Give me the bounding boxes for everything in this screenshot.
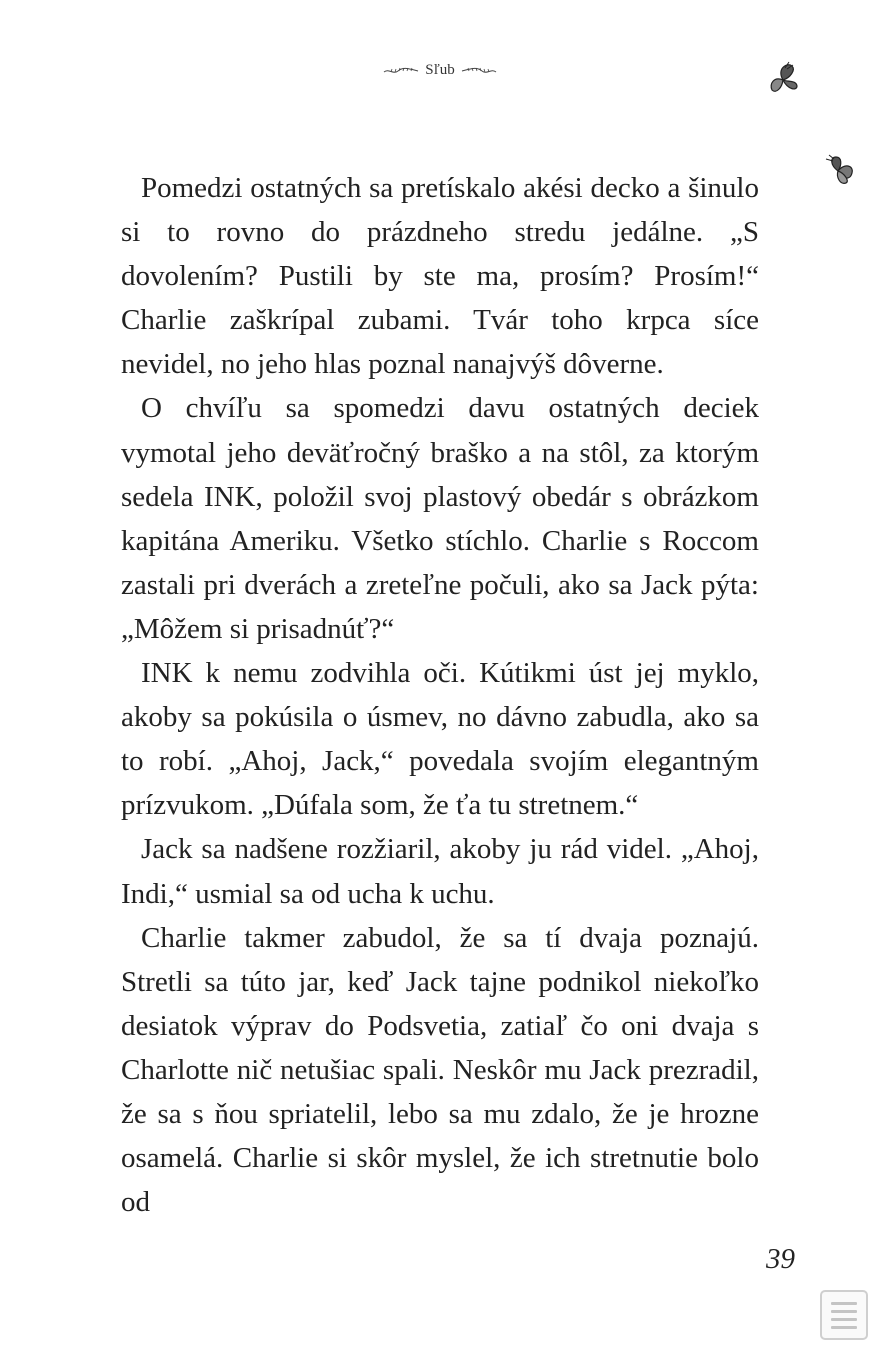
moth-icon: [766, 60, 800, 101]
menu-button[interactable]: [820, 1290, 868, 1340]
running-head: [0, 62, 880, 79]
menu-icon: [831, 1310, 857, 1313]
menu-icon: [831, 1302, 857, 1305]
menu-icon: [831, 1326, 857, 1329]
paragraph: Pomedzi ostatných sa pretískalo akési decko a šinulo si to rovno do prázdneho stredu jedálne. „S dovolením? Pustili by ste ma, prosím? Prosím!“ Charlie zaškrípal zubami. Tvár toho krpca síce nevidel, no jeho hlas poznal nanajvýš dôverne.: [121, 172, 759, 381]
running-title: Sľub: [425, 62, 455, 78]
page-number: 39: [766, 1243, 795, 1275]
flourish-right-icon: [461, 66, 497, 76]
flourish-left-icon: [383, 66, 419, 76]
paragraph: O chvíľu sa spomedzi davu ostatných deciek vymotal jeho deväťročný braško a na stôl, za ktorým sedela INK, položil svoj plastový obedár s obrázkom kapitána Ameriku. Všetko stíchlo. Charlie s Roccom zastali pri dverách a zreteľne počuli, ako sa Jack pýta: „Môžem si prisadnúť?“: [121, 392, 759, 645]
paragraph: Charlie takmer zabudol, že sa tí dvaja poznajú. Stretli sa túto jar, keď Jack tajne podnikol niekoľko desiatok výprav do Podsvetia, zatiaľ čo oni dvaja s Charlotte nič netušiac spali. Neskôr mu Jack prezradil, že sa s ňou spriatelil, lebo sa mu zdalo, že je hrozne osamelá. Charlie si skôr myslel, že ich stretnutie bolo od: [121, 921, 759, 1219]
menu-icon: [831, 1318, 857, 1321]
book-text: [121, 166, 759, 1224]
paragraph: INK k nemu zodvihla oči. Kútikmi úst jej myklo, akoby sa pokúsila o úsmev, no dávno zabudla, ako sa to robí. „Ahoj, Jack,“ povedala svojím elegantným prízvukom. „Dúfala som, že ťa tu stretnem.“: [121, 657, 759, 822]
moth-icon: [824, 153, 858, 194]
paragraph: Jack sa nadšene rozžiaril, akoby ju rád videl. „Ahoj, Indi,“ usmial sa od ucha k uchu.: [121, 833, 759, 910]
